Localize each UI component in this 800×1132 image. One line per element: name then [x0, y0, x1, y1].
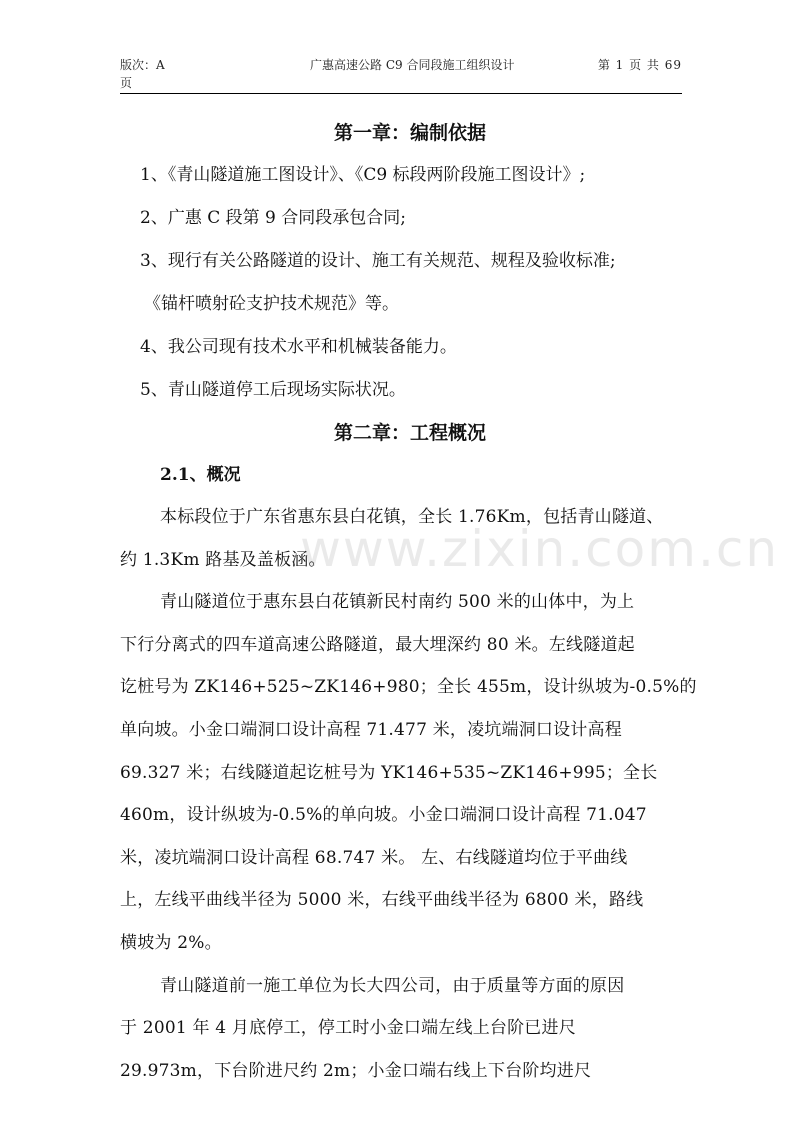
document-title: 广惠高速公路 C9 合同段施工组织设计	[310, 58, 515, 72]
basis-item-3: 3、现行有关公路隧道的设计、施工有关规范、规程及验收标准;	[140, 251, 616, 271]
text-line: 单向坡。小金口端洞口设计高程 71.477 米，凌坑端洞口设计高程	[120, 719, 622, 740]
edition-line-2: 页	[120, 76, 133, 90]
text-line: 青山隧道前一施工单位为长大四公司，由于质量等方面的原因	[160, 975, 625, 996]
chapter-1-title: 第一章：编制依据	[333, 122, 486, 144]
text-line: 于 2001 年 4 月底停工，停工时小金口端左线上台阶已进尺	[120, 1018, 576, 1039]
basis-item-1: 1、《青山隧道施工图设计》、《C9 标段两阶段施工图设计》;	[140, 165, 586, 185]
text-line: 米，凌坑端洞口设计高程 68.747 米。 左、右线隧道均位于平曲线	[120, 847, 628, 868]
section-2-1-title: 2.1、概况	[160, 465, 241, 485]
text-line: 横坡为 2%。	[120, 932, 222, 953]
paragraph-construction-status	[120, 965, 700, 1093]
text-line: 460m，设计纵坡为-0.5%的单向坡。小金口端洞口设计高程 71.047	[120, 805, 647, 826]
paragraph-overview	[120, 496, 700, 581]
text-line: 本标段位于广东省惠东县白花镇，全长 1.76Km，包括青山隧道、	[160, 507, 664, 527]
text-line: 69.327 米；右线隧道起讫桩号为 YK146+535~ZK146+995；全长	[120, 762, 658, 783]
edition-line-1: 版次：A	[120, 58, 165, 72]
edition-label	[120, 56, 176, 92]
header-divider	[120, 93, 682, 94]
text-line: 讫桩号为 ZK146+525~ZK146+980；全长 455m，设计纵坡为-0.5%的	[120, 677, 697, 698]
text-line: 29.973m，下台阶进尺约 2m；小金口端右线上下台阶均进尺	[120, 1060, 592, 1081]
text-line: 上，左线平曲线半径为 5000 米，右线平曲线半径为 6800 米，路线	[120, 890, 644, 911]
page-number: 第 1 页 共 69	[597, 58, 682, 72]
basis-item-3-continued: 《锚杆喷射砼支护技术规范》等。	[144, 294, 399, 314]
text-line: 约 1.3Km 路基及盖板涵。	[120, 549, 326, 570]
text-line: 下行分离式的四车道高速公路隧道，最大埋深约 80 米。左线隧道起	[120, 634, 635, 655]
basis-item-2: 2、广惠 C 段第 9 合同段承包合同;	[140, 208, 406, 228]
text-line: 青山隧道位于惠东县白花镇新民村南约 500 米的山体中，为上	[160, 592, 635, 613]
basis-item-5: 5、青山隧道停工后现场实际状况。	[140, 380, 406, 400]
page-header	[120, 56, 682, 92]
paragraph-tunnel-description	[120, 581, 700, 964]
chapter-2-title: 第二章：工程概况	[333, 422, 486, 444]
watermark: www.zixin.com.cn	[300, 520, 780, 578]
basis-item-4: 4、我公司现有技术水平和机械装备能力。	[140, 337, 457, 357]
document-body	[120, 112, 700, 1092]
